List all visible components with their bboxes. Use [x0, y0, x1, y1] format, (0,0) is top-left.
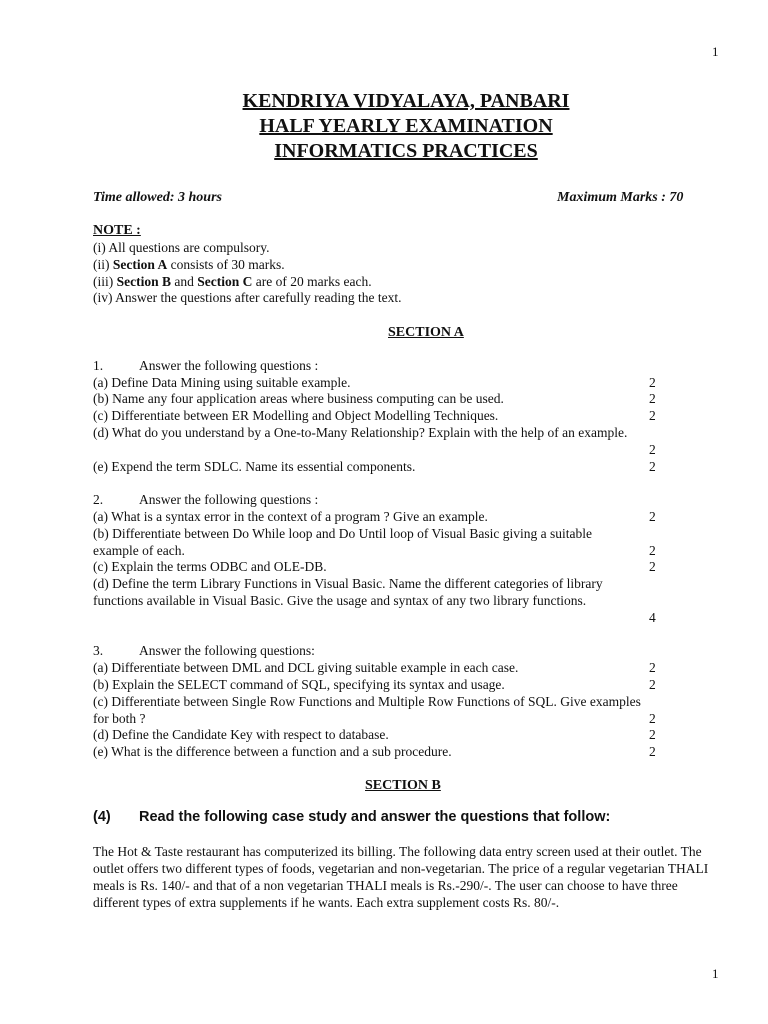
- q2b-text-line-2: example of each.: [93, 543, 185, 558]
- note-line-1: (i) All questions are compulsory.: [93, 240, 270, 255]
- q3b-marks: 2: [649, 677, 656, 692]
- note-line-2: (ii) Section A consists of 30 marks.: [93, 257, 285, 272]
- q3d-marks: 2: [649, 727, 656, 742]
- q2c-text: (c) Explain the terms ODBC and OLE-DB.: [93, 559, 327, 574]
- q2c-marks: 2: [649, 559, 656, 574]
- page-number-top: 1: [712, 44, 719, 59]
- q3b-text: (b) Explain the SELECT command of SQL, specifying its syntax and usage.: [93, 677, 505, 692]
- q1-number: 1.: [93, 358, 104, 373]
- note-heading: NOTE :: [93, 223, 141, 238]
- exam-name: HALF YEARLY EXAMINATION: [259, 115, 553, 137]
- q1c-text: (c) Differentiate between ER Modelling and Object Modelling Techniques.: [93, 408, 499, 423]
- q2d-text-line-1: (d) Define the term Library Functions in Visual Basic. Name the different categories of library: [93, 576, 603, 591]
- time-allowed: Time allowed: 3 hours: [93, 190, 222, 205]
- q3e-text: (e) What is the difference between a function and a sub procedure.: [93, 744, 452, 759]
- q1b-marks: 2: [649, 391, 656, 406]
- section-b-heading: SECTION B: [365, 778, 441, 793]
- q2a-marks: 2: [649, 509, 656, 524]
- q2b-text-line-1: (b) Differentiate between Do While loop and Do Until loop of Visual Basic giving a suitable: [93, 526, 592, 541]
- q1b-text: (b) Name any four application areas where business computing can be used.: [93, 391, 504, 406]
- note-line-4: (iv) Answer the questions after carefully reading the text.: [93, 290, 402, 305]
- q1e-text: (e) Expend the term SDLC. Name its essential components.: [93, 459, 416, 474]
- q3-number: 3.: [93, 643, 104, 658]
- q1c-marks: 2: [649, 408, 656, 423]
- q3a-text: (a) Differentiate between DML and DCL giving suitable example in each case.: [93, 660, 519, 675]
- q2-number: 2.: [93, 492, 104, 507]
- q1e-marks: 2: [649, 459, 656, 474]
- q4-lead: Read the following case study and answer the questions that follow:: [139, 809, 611, 825]
- school-name: KENDRIYA VIDYALAYA, PANBARI: [242, 90, 570, 112]
- q2-lead: Answer the following questions :: [139, 492, 319, 507]
- note-line-3: (iii) Section B and Section C are of 20 marks each.: [93, 274, 372, 289]
- section-a-heading: SECTION A: [388, 325, 464, 340]
- q3d-text: (d) Define the Candidate Key with respect to database.: [93, 727, 389, 742]
- q1a-marks: 2: [649, 375, 656, 390]
- q3a-marks: 2: [649, 660, 656, 675]
- q2b-marks: 2: [649, 543, 656, 558]
- q1d-text: (d) What do you understand by a One-to-Many Relationship? Explain with the help of an example.: [93, 425, 628, 440]
- maximum-marks: Maximum Marks : 70: [557, 190, 684, 205]
- q4-number: (4): [93, 809, 111, 825]
- q2d-marks: 4: [649, 610, 656, 625]
- case-study-paragraph: The Hot & Taste restaurant has computerized its billing. The following data entry screen used at their outlet. The outlet offers two different types of foods, vegetarian and non-vegetarian. The price of a regular vegetarian THALI meals is Rs. 140/- and that of a non vegetarian THALI meals is Rs.-290/-. The user can choose to have three different types of extra supplements if he wants. Each extra supplement costs Rs. 80/-.: [93, 844, 709, 910]
- q1-lead: Answer the following questions :: [139, 358, 319, 373]
- q1a-text: (a) Define Data Mining using suitable example.: [93, 375, 351, 390]
- q3-lead: Answer the following questions:: [139, 643, 315, 658]
- q2a-text: (a) What is a syntax error in the context of a program ? Give an example.: [93, 509, 488, 524]
- q2d-text-line-2: functions available in Visual Basic. Give the usage and syntax of any two library functions.: [93, 593, 587, 608]
- q1d-marks: 2: [649, 442, 656, 457]
- page-number-bottom: 1: [712, 966, 719, 981]
- q3c-marks: 2: [649, 711, 656, 726]
- q3e-marks: 2: [649, 744, 656, 759]
- q3c-text-line-2: for both ?: [93, 711, 146, 726]
- q3c-text-line-1: (c) Differentiate between Single Row Functions and Multiple Row Functions of SQL. Give examples: [93, 694, 641, 709]
- subject-name: INFORMATICS PRACTICES: [274, 140, 538, 162]
